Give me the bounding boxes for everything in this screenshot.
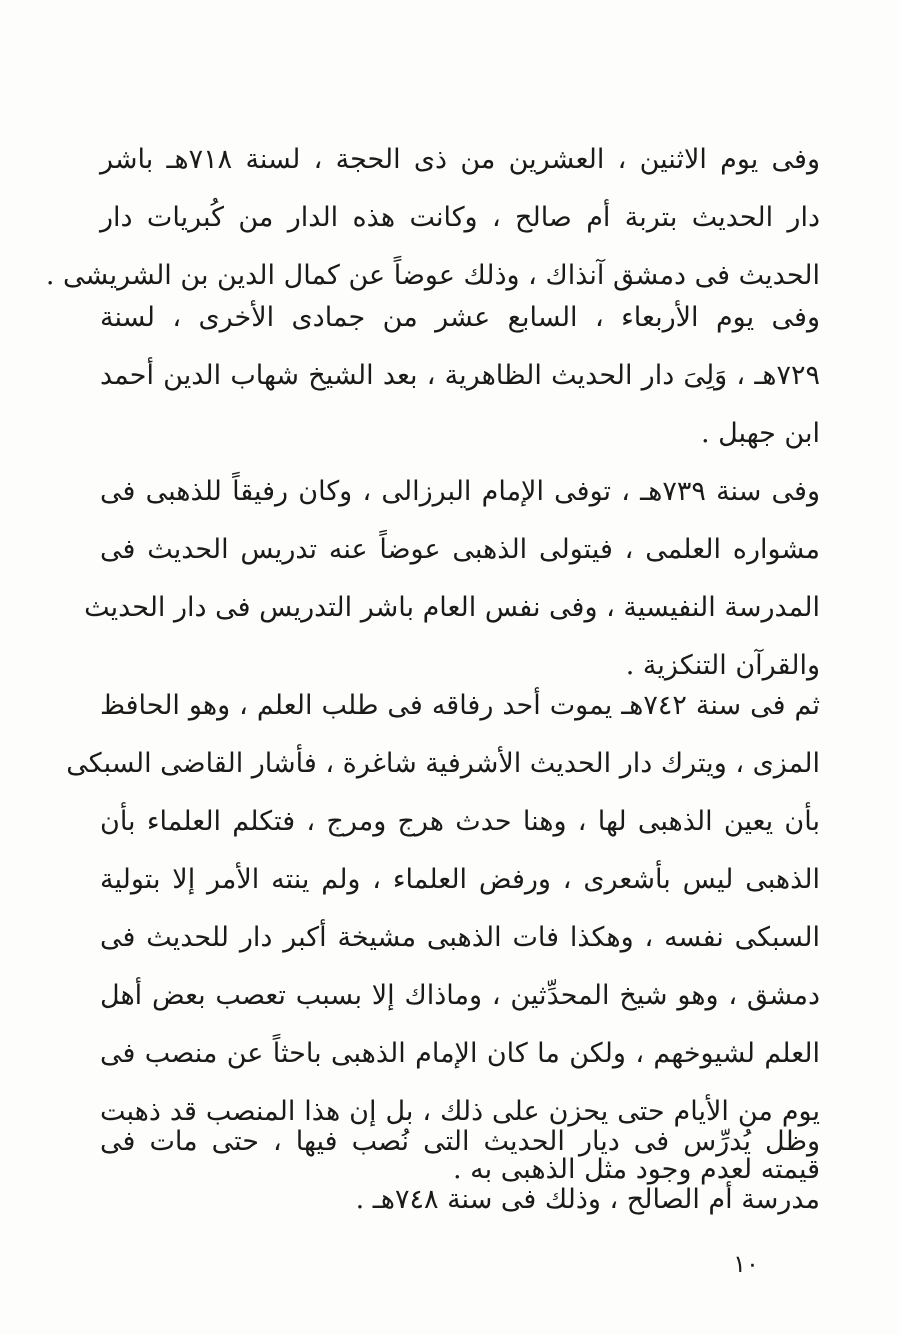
text-line: دار الحديث بتربة أم صالح ، وكانت هذه الدار من كُبريات دار	[100, 202, 820, 233]
text-line: المزى ، ويترك دار الحديث الأشرفية شاغرة ، فأشار القاضى السبكى	[66, 748, 820, 779]
text-line: السبكى نفسه ، وهكذا فات الذهبى مشيخة أكبر دار للحديث فى	[100, 922, 820, 953]
text-line: الحديث فى دمشق آنذاك ، وذلك عوضاً عن كمال الدين بن الشريشى .	[45, 260, 820, 291]
paragraph	[45, 131, 820, 305]
text-line: ابن جهبل .	[700, 418, 820, 449]
text-line: والقرآن التنكزية .	[625, 650, 820, 681]
text-line: ٧٢٩هـ ، وَلِىَ دار الحديث الظاهرية ، بعد الشيخ شهاب الدين أحمد	[100, 360, 820, 391]
text-line: المدرسة النفيسية ، وفى نفس العام باشر التدريس فى دار الحديث	[84, 592, 820, 623]
text-line: مدرسة أم الصالح ، وذلك فى سنة ٧٤٨هـ .	[355, 1184, 820, 1215]
text-line: دمشق ، وهو شيخ المحدِّثين ، وماذاك إلا بسبب تعصب بعض أهل	[100, 980, 820, 1011]
text-line: وظل يُدرِّس فى ديار الحديث التى نُصب فيها ، حتى مات فى	[100, 1126, 820, 1157]
text-line: وفى سنة ٧٣٩هـ ، توفى الإمام البرزالى ، وكان رفيقاً للذهبى فى	[100, 476, 820, 507]
paragraph	[100, 1113, 820, 1229]
text-line: وفى يوم الأربعاء ، السابع عشر من جمادى الأخرى ، لسنة	[100, 302, 820, 333]
text-line: العلم لشيوخهم ، ولكن ما كان الإمام الذهبى باحثاً عن منصب فى	[100, 1038, 820, 1069]
text-line: يوم من الأيام حتى يحزن على ذلك ، بل إن هذا المنصب قد ذهبت	[100, 1096, 820, 1127]
text-line: وفى يوم الاثنين ، العشرين من ذى الحجة ، لسنة ٧١٨هـ باشر	[100, 144, 820, 175]
text-line: الذهبى ليس بأشعرى ، ورفض العلماء ، ولم ينته الأمر إلا بتولية	[100, 864, 820, 895]
paragraph	[100, 289, 820, 463]
page-number: ١٠	[733, 1250, 759, 1278]
text-line: مشواره العلمى ، فيتولى الذهبى عوضاً عنه تدريس الحديث فى	[100, 534, 820, 565]
text-line: قيمته لعدم وجود مثل الذهبى به .	[452, 1154, 820, 1185]
text-line: بأن يعين الذهبى لها ، وهنا حدث هرج ومرج ، فتكلم العلماء بأن	[100, 806, 820, 837]
paragraph	[84, 463, 820, 695]
text-line: ثم فى سنة ٧٤٢هـ يموت أحد رفاقه فى طلب العلم ، وهو الحافظ	[100, 690, 821, 721]
